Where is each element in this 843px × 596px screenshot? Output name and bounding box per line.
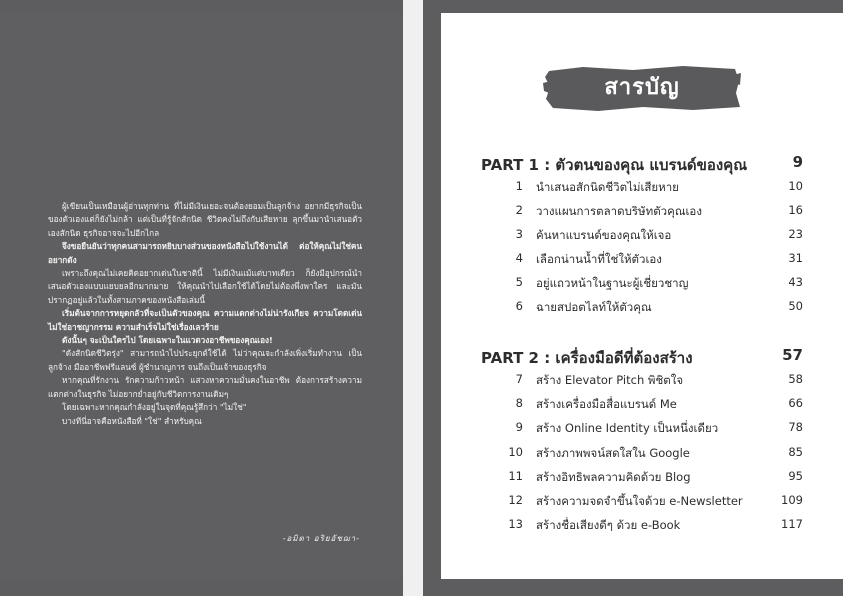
part-label: PART 2 : เครื่องมือดีที่ต้องสร้าง — [481, 349, 693, 367]
preface-paragraph-3: เพราะถึงคุณไม่เคยคิดอยากเด่นในชาตินี้ ไม่มีเงินแม้แต่บาทเดียว ก็ยังมีอุปกรณ์นำเสนอตัวเองแบบแยบยลอีกมากมาย ให้คุณนำไปเลือกใช้ได้โดยไม่ต้องพึ่งพาใคร และมันปรากฏอยู่แล้วในทั้งสามภาคของหนังสือเล่มนี้ — [48, 268, 362, 305]
toc-part-1[interactable] — [481, 153, 803, 175]
chapter-number: 13 — [508, 517, 523, 531]
toc-entry[interactable] — [481, 203, 803, 223]
chapter-number: 4 — [515, 251, 523, 265]
chapter-number: 2 — [515, 203, 523, 217]
chapter-title: สร้างความจดจำขึ้นใจด้วย e-Newsletter — [536, 494, 743, 508]
chapter-page: 85 — [788, 445, 803, 459]
chapter-page: 78 — [788, 420, 803, 434]
preface-paragraph-6: "ดังสักนิดชีวิตรุ่ง" สามารถนำไปประยุกต์ใช้ได้ ไม่ว่าคุณจะกำลังเพิ่งเริ่มทำงาน เป็นลูกจ้าง มืออาชีพฟรีแลนซ์ ผู้ชำนาญการ จนถึงเป็นเจ้าของธุรกิจ — [48, 348, 362, 372]
chapter-page: 117 — [781, 517, 803, 531]
preface-text — [48, 200, 362, 428]
part-label: PART 1 : ตัวตนของคุณ แบรนด์ของคุณ — [481, 156, 748, 174]
toc-entry[interactable] — [481, 517, 803, 537]
right-page-toc — [441, 13, 843, 579]
preface-paragraph-7: หากคุณที่รักงาน รักความก้าวหน้า แสวงหาความมั่นคงในอาชีพ ต้องการสร้างความแตกต่างในธุรกิจ ไม่อยากย่ำอยู่กับชีวิตการงานเดิมๆ — [48, 375, 362, 399]
toc-entry[interactable] — [481, 251, 803, 271]
chapter-number: 7 — [515, 372, 523, 386]
preface-paragraph-8: โดยเฉพาะหากคุณกำลังอยู่ในจุดที่คุณรู้สึกว่า "ไม่ใช่" — [62, 402, 247, 413]
toc-entry[interactable] — [481, 493, 803, 513]
chapter-number: 1 — [515, 179, 523, 193]
preface-paragraph-2: จึงขอยืนยันว่าทุกคนสามารถหยิบบางส่วนของหนังสือไปใช้งานได้ ต่อให้คุณไม่ใช่คนอยากดัง — [48, 241, 362, 265]
chapter-number: 5 — [515, 275, 523, 289]
chapter-page: 43 — [788, 275, 803, 289]
chapter-title: วางแผนการตลาดบริษัทตัวคุณเอง — [536, 204, 702, 218]
chapter-page: 50 — [788, 299, 803, 313]
chapter-page: 66 — [788, 396, 803, 410]
chapter-title: สร้าง Online Identity เป็นหนึ่งเดียว — [536, 421, 719, 435]
toc-entry[interactable] — [481, 275, 803, 295]
chapter-page: 16 — [788, 203, 803, 217]
preface-paragraph-9: บางทีนี่อาจคือหนังสือที่ "ใช่" สำหรับคุณ — [62, 415, 202, 426]
chapter-title: อยู่แถวหน้าในฐานะผู้เชี่ยวชาญ — [536, 276, 689, 290]
chapter-title: สร้างอิทธิพลความคิดด้วย Blog — [536, 470, 691, 484]
chapter-number: 11 — [508, 469, 523, 483]
chapter-page: 58 — [788, 372, 803, 386]
chapter-number: 6 — [515, 299, 523, 313]
chapter-title: สร้างเครื่องมือสื่อแบรนด์ Me — [536, 397, 677, 411]
chapter-page: 31 — [788, 251, 803, 265]
chapter-title: เลือกน่านน้ำที่ใช่ให้ตัวเอง — [536, 252, 662, 266]
left-page-preface — [0, 13, 403, 579]
toc-entry[interactable] — [481, 445, 803, 465]
chapter-number: 8 — [515, 396, 523, 410]
chapter-page: 109 — [781, 493, 803, 507]
toc-entry[interactable] — [481, 420, 803, 440]
preface-paragraph-1: ผู้เขียนเป็นเหมือนผู้อ่านทุกท่าน ที่ไม่มีเงินเยอะจนต้องยอมเป็นลูกจ้าง อยากมีธุรกิจเป็นของตัวเองแต่ก็ยังไม่กล้า แต่เป็นที่รู้จักสักนิด ชีวิตคงไม่ถึงกับเสียหาย ลุกขึ้นมานำเสนอตัวเองสักนิด ธุรกิจอาจจะไปอีกไกล — [48, 201, 362, 238]
chapter-title: สร้างชื่อเสียงดีๆ ด้วย e-Book — [536, 518, 681, 532]
chapter-page: 23 — [788, 227, 803, 241]
toc-entry[interactable] — [481, 179, 803, 199]
chapter-page: 10 — [788, 179, 803, 193]
chapter-title: ค้นหาแบรนด์ของคุณให้เจอ — [536, 228, 672, 242]
toc-part-2[interactable] — [481, 346, 803, 368]
chapter-title: นำเสนอสักนิดชีวิตไม่เสียหาย — [536, 180, 679, 194]
chapter-number: 10 — [508, 445, 523, 459]
chapter-title: สร้าง Elevator Pitch พิชิตใจ — [536, 373, 684, 387]
author-signature: -อมิตา อริยอัชฌา- — [282, 534, 360, 543]
part-page: 9 — [792, 153, 803, 171]
chapter-title: ฉายสปอตไลท์ให้ตัวคุณ — [536, 300, 652, 314]
preface-paragraph-4: เริ่มต้นจากการหยุดกลัวที่จะเป็นตัวของคุณ ความแตกต่างไม่น่ารังเกียจ ความโดดเด่นไม่ใช่อาชญากรรม ความสำเร็จไม่ใช่เรื่องเลวร้าย — [48, 308, 362, 332]
part-page: 57 — [782, 346, 803, 364]
chapter-number: 12 — [508, 493, 523, 507]
toc-entry[interactable] — [481, 372, 803, 392]
chapter-number: 9 — [515, 420, 523, 434]
preface-paragraph-5: ดังนั้นๆ จะเป็นใครไป โดยเฉพาะในแวดวงอาชีพของคุณเอง! — [62, 335, 273, 346]
toc-title: สารบัญ — [604, 75, 680, 100]
chapter-number: 3 — [515, 227, 523, 241]
chapter-page: 95 — [788, 469, 803, 483]
toc-entry[interactable] — [481, 299, 803, 319]
chapter-title: สร้างภาพพจน์สดใสใน Google — [536, 446, 690, 460]
toc-entry[interactable] — [481, 469, 803, 489]
toc-entry[interactable] — [481, 396, 803, 416]
toc-entry[interactable] — [481, 227, 803, 247]
page-gutter — [403, 0, 423, 596]
